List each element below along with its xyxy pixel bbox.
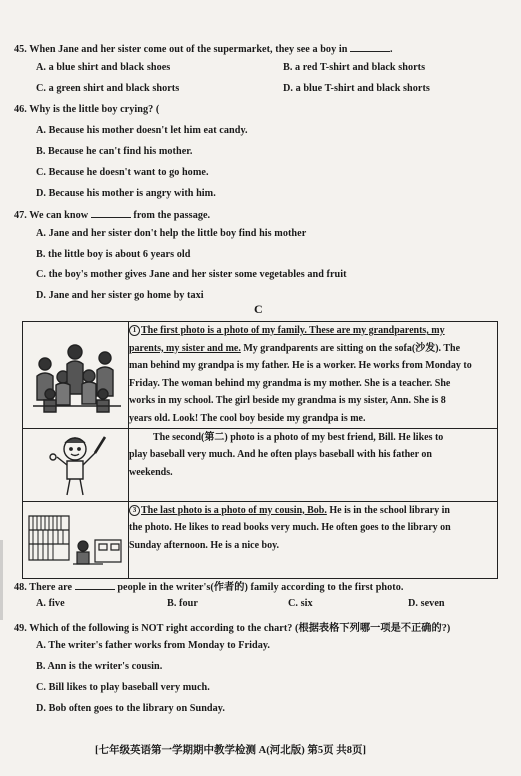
friend-line-2: play baseball very much. And he often plays baseball with his father on [129, 449, 432, 461]
photo-chart [22, 321, 498, 579]
cousin-line-1-rest: He is in the school library in [326, 504, 450, 516]
q45-stem [14, 42, 393, 55]
cousin-line-3: Sunday afternoon. He is a nice boy. [129, 539, 280, 551]
chart-row-family [23, 322, 498, 429]
q49-stem-text: 49. Which of the following is [14, 623, 142, 634]
family-line-4: Friday. The woman behind my grandma is my mother. She is a teacher. She [129, 377, 451, 389]
chart-row-cousin [23, 501, 498, 578]
family-line-6: years old. Look! The cool boy beside my grandpa is me. [129, 412, 366, 424]
q46-stem: 46. Why is the little boy crying? ( [14, 104, 160, 115]
q48-option-b: B. four [167, 598, 198, 609]
q45-blank [350, 42, 390, 52]
q48-option-a: A. five [36, 598, 65, 609]
cousin-photo-text [129, 501, 498, 578]
friend-photo-illustration [23, 429, 128, 501]
q47-stem-end: from the passage. [133, 210, 211, 221]
q45-option-a: A. a blue shirt and black shoes [36, 62, 171, 73]
family-photo-text [129, 322, 498, 429]
family-line-2 [129, 340, 497, 358]
q49-stem-end: right according to the chart? (根据表格下列哪一项是不正确的?) [163, 623, 451, 634]
q45-stem-end: . [390, 44, 393, 55]
q48-stem-text: 48. There are [14, 582, 73, 593]
q47-option-c: C. the boy's mother gives Jane and her sister some vegetables and fruit [36, 269, 347, 280]
friend-line-1: The second(第二) photo is a photo of my best friend, Bill. He likes to [153, 431, 444, 443]
chart-row-friend [23, 428, 498, 501]
q48-option-c: C. six [288, 598, 313, 609]
q49-option-d: D. Bob often goes to the library on Sunday. [36, 703, 225, 714]
q46-option-d: D. Because his mother is angry with him. [36, 188, 216, 199]
cousin-photo-cell [23, 501, 129, 578]
q46-option-c: C. Because he doesn't want to go home. [36, 167, 209, 178]
page-footer: [七年级英语第一学期期中教学检测 A(河北版) 第5页 共8页] [95, 745, 366, 756]
q45-option-c: C. a green shirt and black shorts [36, 83, 180, 94]
q47-option-a: A. Jane and her sister don't help the little boy find his mother [36, 228, 307, 239]
q48-stem-end: people in the writer's(作者的) family according to the first photo. [117, 582, 404, 593]
q48-stem [14, 578, 403, 593]
q45-stem-text: 45. When Jane and her sister come out of the supermarket, they see a boy in [14, 44, 348, 55]
paragraph-number-3: 3 [129, 505, 140, 516]
q45-option-d: D. a blue T-shirt and black shorts [283, 83, 430, 94]
cousin-line-1-underlined: The last photo is a photo of my cousin, Bob. [141, 504, 327, 516]
cousin-photo-illustration [23, 502, 128, 578]
q47-blank [91, 208, 131, 218]
q49-option-c: C. Bill likes to play baseball very much. [36, 682, 210, 693]
family-photo-illustration [23, 322, 128, 422]
q48-blank [75, 580, 115, 590]
section-c-title: C [254, 302, 263, 316]
q49-stem-not: NOT [141, 623, 164, 634]
q46-option-b: B. Because he can't find his mother. [36, 146, 193, 157]
q45-option-b: B. a red T-shirt and black shorts [283, 62, 426, 73]
binding-edge-mark [0, 540, 3, 620]
family-line-1 [129, 322, 497, 340]
q47-option-b: B. the little boy is about 6 years old [36, 249, 191, 260]
family-line-3: man behind my grandpa is my father. He is a worker. He works from Monday to [129, 360, 472, 372]
friend-line-3: weekends. [129, 466, 173, 478]
family-photo-cell [23, 322, 129, 429]
q49-stem [14, 619, 450, 634]
cousin-line-1 [129, 502, 497, 520]
q47-stem [14, 208, 210, 221]
friend-photo-cell [23, 428, 129, 501]
paragraph-number-1: 1 [129, 325, 140, 336]
q46-option-a: A. Because his mother doesn't let him eat candy. [36, 125, 248, 136]
cousin-line-2: the photo. He likes to read books very much. He often goes to the library on [129, 522, 451, 534]
q47-stem-text: 47. We can know [14, 210, 89, 221]
q47-option-d: D. Jane and her sister go home by taxi [36, 290, 204, 301]
family-line-1-text: The first photo is a photo of my family. These are my grandparents, my [141, 325, 445, 336]
family-line-2-underlined: parents, my sister and me. [129, 342, 241, 354]
q48-option-d: D. seven [408, 598, 445, 609]
friend-photo-text [129, 428, 498, 501]
q49-option-b: B. Ann is the writer's cousin. [36, 661, 163, 672]
family-line-2-rest: My grandparents are sitting on the sofa(沙发). The [240, 342, 461, 354]
family-line-5: works in my school. The girl beside my grandma is my sister, Ann. She is 8 [129, 395, 446, 407]
q49-option-a: A. The writer's father works from Monday to Friday. [36, 640, 271, 651]
